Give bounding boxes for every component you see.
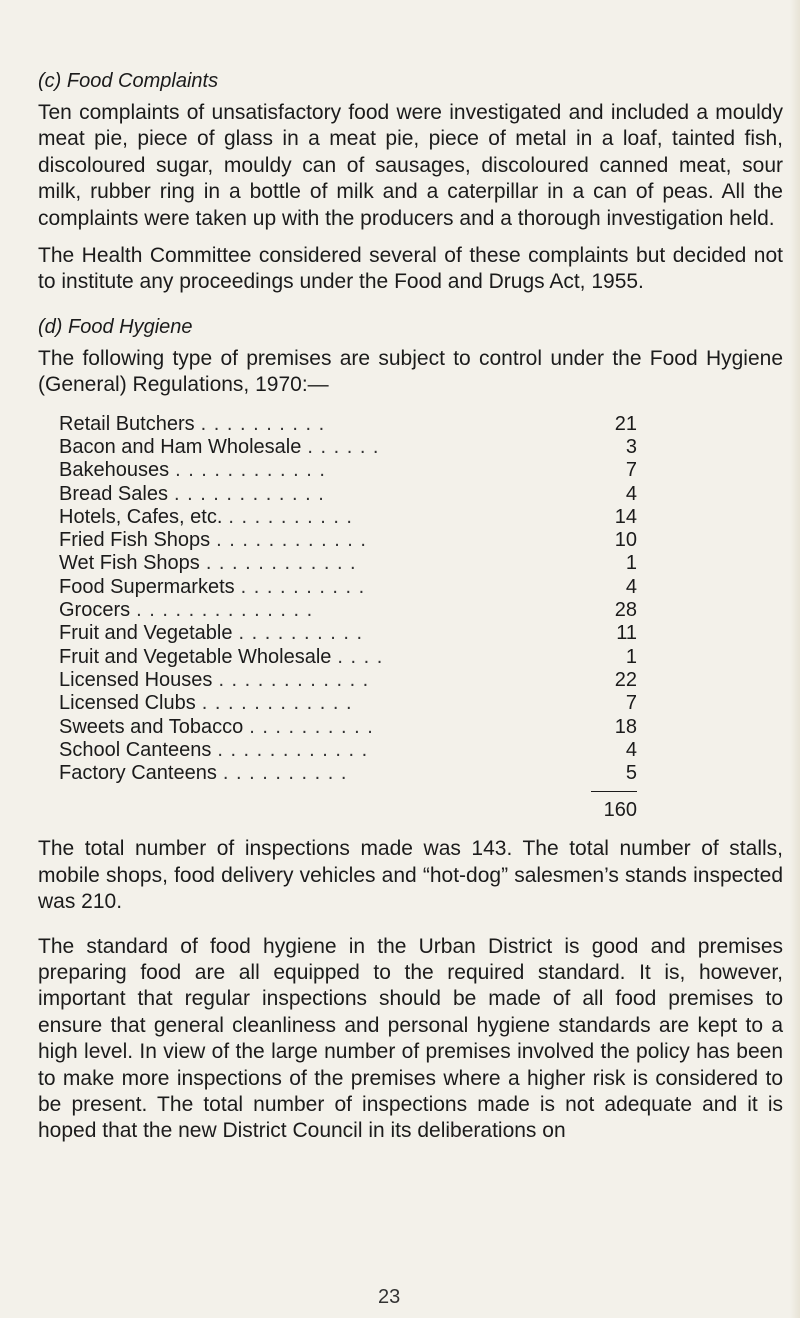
hygiene-intro: The following type of premises are subject to control under the Food Hygiene (General) Regulations, 1970:— xyxy=(38,346,783,397)
premises-count: 7 xyxy=(625,459,637,482)
premises-name: Hotels, Cafes, etc. xyxy=(59,505,223,528)
dot-leader: . . . . . . . . . . xyxy=(238,622,364,645)
premises-name: Grocers xyxy=(59,599,131,622)
food-complaints-heading xyxy=(38,68,783,94)
premises-name: Food Supermarkets xyxy=(59,575,235,598)
food-hygiene-heading xyxy=(38,314,783,340)
page-edge-shadow xyxy=(790,0,800,1318)
dot-leader: . . . . . . . . . . . . xyxy=(205,552,357,575)
premises-total: 160 xyxy=(591,791,637,822)
list-item xyxy=(59,483,637,506)
hygiene-paragraph-1: The total number of inspections made was 143. The total number of stalls, mobile shops, food delivery vehicles and “hot-dog” salesmen’s stands inspected was 210. xyxy=(38,837,783,914)
list-item xyxy=(59,669,637,692)
list-item xyxy=(59,459,637,482)
premises-count: 28 xyxy=(614,599,637,622)
list-item xyxy=(59,552,637,575)
list-item xyxy=(59,646,637,669)
section-title-food-complaints: Food Complaints xyxy=(66,70,219,92)
list-item xyxy=(59,576,637,599)
hygiene-paragraph-2: The standard of food hygiene in the Urban District is good and premises preparing food are all equipped to the required standard. It is, however, important that regular inspections should be made of all food premises to ensure that general cleanliness and personal hygiene standards are kept to a high level. In view of the large number of premises involved the policy has been to make more inspections of the premises where a higher risk is considered to be present. The total number of inspections made is not adequate and it is hoped that the new District Council in its deliberations on xyxy=(38,934,783,1143)
list-item xyxy=(59,622,637,645)
dot-leader: . . . . . . . . . . xyxy=(222,762,348,785)
total-row xyxy=(59,791,637,822)
dot-leader: . . . . . . . . . . . . . . xyxy=(136,599,314,622)
dot-leader: . . . . . . . . . . xyxy=(200,412,326,435)
premises-name: Wet Fish Shops xyxy=(59,552,200,575)
premises-name: Licensed Clubs xyxy=(59,692,196,715)
premises-name: Factory Canteens xyxy=(59,762,217,785)
premises-count: 3 xyxy=(625,435,637,458)
list-item xyxy=(59,762,637,785)
list-item xyxy=(59,413,637,436)
list-item xyxy=(59,716,637,739)
dot-leader: . . . . . . . . . . xyxy=(228,505,353,528)
premises-count: 10 xyxy=(614,529,637,552)
section-title-food-hygiene: Food Hygiene xyxy=(68,315,193,338)
dot-leader: . . . . . . . . . . . . xyxy=(217,738,369,761)
dot-leader: . . . . . . . . . . . . xyxy=(218,668,370,691)
list-item xyxy=(59,692,637,715)
document-page xyxy=(38,68,783,1145)
premises-count: 1 xyxy=(625,645,637,668)
section-label-d: (d) xyxy=(38,315,63,338)
premises-name: Fried Fish Shops xyxy=(59,529,211,552)
dot-leader: . . . . . . . . . . . . xyxy=(175,459,326,482)
dot-leader: . . . . . . xyxy=(307,435,380,458)
premises-name: Licensed Houses xyxy=(59,668,213,691)
section-label-c: (c) xyxy=(38,70,62,92)
premises-count: 11 xyxy=(616,622,637,645)
premises-count: 21 xyxy=(614,412,637,435)
premises-count: 1 xyxy=(625,552,637,575)
dot-leader: . . . . . . . . . . . . xyxy=(216,529,367,552)
premises-count: 4 xyxy=(625,482,637,505)
complaints-paragraph-1: Ten complaints of unsatisfactory food were investigated and included a mouldy meat pie, piece of glass in a meat pie, piece of metal in a loaf, tainted fish, discoloured sugar, mouldy can of sausages, discoloured canned meat, sour milk, rubber ring in a bottle of milk and a caterpillar in a can of peas. All the complaints were taken up with the producers and a thorough investigation held. xyxy=(38,101,783,230)
premises-count: 7 xyxy=(625,692,637,715)
premises-name: Fruit and Vegetable Wholesale xyxy=(59,645,332,668)
premises-count: 14 xyxy=(614,505,637,528)
list-item xyxy=(59,436,637,459)
premises-count: 22 xyxy=(614,668,637,691)
list-item xyxy=(59,599,637,622)
dot-leader: . . . . . . . . . . . . xyxy=(173,482,325,505)
page-number: 23 xyxy=(378,1286,401,1308)
dot-leader: . . . . . . . . . . . . xyxy=(201,692,353,715)
premises-name: School Canteens xyxy=(59,738,212,761)
premises-name: Sweets and Tobacco xyxy=(59,715,244,738)
premises-name: Retail Butchers xyxy=(59,412,195,435)
premises-name: Bakehouses xyxy=(59,459,170,482)
premises-count: 18 xyxy=(614,715,637,738)
premises-count: 4 xyxy=(625,575,637,598)
premises-count: 4 xyxy=(625,738,637,761)
list-item xyxy=(59,529,637,552)
premises-list xyxy=(59,413,637,786)
complaints-paragraph-2: The Health Committee considered several of these complaints but decided not to institute any proceedings under the Food and Drugs Act, 1955. xyxy=(38,244,783,294)
premises-name: Bacon and Ham Wholesale xyxy=(59,435,302,458)
dot-leader: . . . . . . . . . . xyxy=(240,575,366,598)
premises-name: Fruit and Vegetable xyxy=(59,622,233,645)
premises-count: 5 xyxy=(625,762,637,785)
premises-name: Bread Sales xyxy=(59,482,168,505)
list-item xyxy=(59,739,637,762)
dot-leader: . . . . xyxy=(337,645,384,668)
list-item xyxy=(59,506,637,529)
dot-leader: . . . . . . . . . . xyxy=(249,715,374,738)
